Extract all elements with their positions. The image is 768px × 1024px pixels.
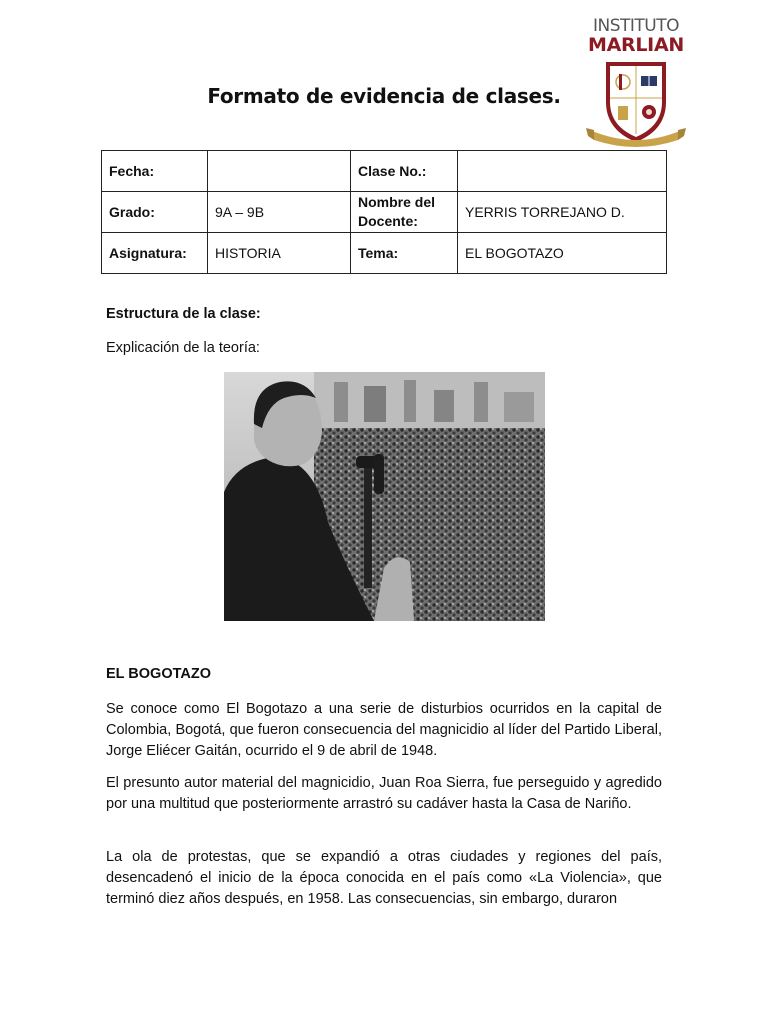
docente-value: YERRIS TORREJANO D. <box>458 192 667 233</box>
table-row <box>102 151 667 192</box>
speaker-crowd-photo-icon <box>224 372 545 621</box>
table-row <box>102 192 667 233</box>
crest-emblem-icon <box>586 54 686 148</box>
grado-value: 9A – 9B <box>208 192 351 233</box>
logo-text-marlian: MARLIAN <box>588 34 684 56</box>
clase-no-label: Clase No.: <box>351 151 458 192</box>
tema-label: Tema: <box>351 233 458 274</box>
structure-heading: Estructura de la clase: <box>106 306 261 322</box>
paragraph: Se conoce como El Bogotazo a una serie de disturbios ocurridos en la capital de Colombia, Bogotá, que fueron consecuencia del magnicidio al líder del Partido Liberal, Jorge Eliécer Gaitán, ocurrido el 9 de abril de 1948. <box>106 701 662 759</box>
table-row <box>102 233 667 274</box>
tema-value: EL BOGOTAZO <box>458 233 667 274</box>
asignatura-value: HISTORIA <box>208 233 351 274</box>
section-title: EL BOGOTAZO <box>106 666 211 682</box>
historical-photo <box>224 372 545 621</box>
paragraph: El presunto autor material del magnicidio, Juan Roa Sierra, fue perseguido y agredido por una multitud que posteriormente arrastró su cadáver hasta la Casa de Nariño. <box>106 775 662 812</box>
theory-label: Explicación de la teoría: <box>106 340 260 356</box>
logo-text-institute: INSTITUTO <box>592 16 679 36</box>
asignatura-label: Asignatura: <box>102 233 208 274</box>
class-info-table <box>101 150 667 274</box>
grado-label: Grado: <box>102 192 208 233</box>
clase-no-value <box>458 151 667 192</box>
paragraph: La ola de protestas, que se expandió a otras ciudades y regiones del país, desencadenó el inicio de la época conocida en el país como «La Violencia», que terminó diez años después, en 1958. Las consecuencias, sin embargo, duraron <box>106 849 662 907</box>
institute-logo <box>586 16 686 148</box>
fecha-value <box>208 151 351 192</box>
fecha-label: Fecha: <box>102 151 208 192</box>
docente-label: Nombre del Docente: <box>351 192 458 233</box>
document-title: Formato de evidencia de clases. <box>207 84 561 108</box>
